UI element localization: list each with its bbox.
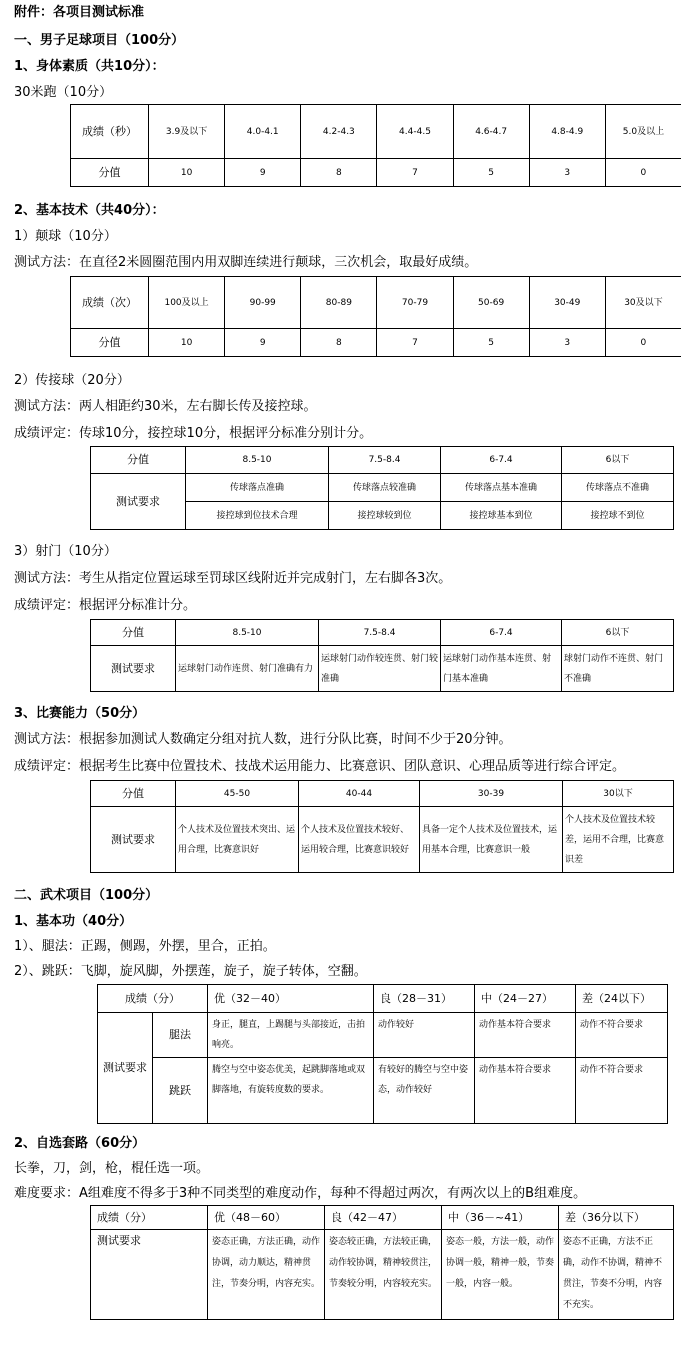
- table-cell: 个人技术及位置技术较好、运用较合理，比赛意识较好: [299, 807, 420, 873]
- section-heading-wushu: 二、武术项目（100分）: [14, 888, 159, 903]
- table-pass-receive: [90, 446, 674, 530]
- score-cell: 7: [377, 329, 453, 357]
- table-col-header: 7.5-8.4: [319, 620, 441, 646]
- table-cell: 腾空与空中姿态优美，起跳脚落地或双脚落地，有旋转度数的要求。: [208, 1058, 374, 1124]
- table-col-header: 40-44: [299, 781, 420, 807]
- routine-difficulty: 难度要求：A组难度不得多于3种不同类型的难度动作，每种不得超过两次，有两次以上的B组难度。: [14, 1186, 587, 1201]
- score-cell: 5: [453, 159, 529, 187]
- subsection-heading-routine: 2、自选套路（60分）: [14, 1136, 146, 1151]
- item-juggling: 1）颠球（10分）: [14, 229, 117, 244]
- requirement-label: 测试要求: [91, 646, 176, 692]
- table-routine: [90, 1205, 674, 1320]
- score-cell: 3: [529, 329, 605, 357]
- score-cell: 10: [149, 329, 225, 357]
- table-col-header: 良（28－31）: [374, 985, 475, 1013]
- table-fundamentals: [97, 984, 668, 1124]
- table-col-header: 6-7.4: [441, 447, 562, 474]
- page-title: 附件：各项目测试标准: [14, 5, 145, 20]
- table-head-cell: 成绩（秒）: [71, 105, 149, 159]
- table-cell: 姿态较正确，方法较正确，动作较协调，精神较贯注，节奏较分明，内容较充实。: [325, 1230, 442, 1320]
- table-cell: 具备一定个人技术及位置技术，运用基本合理，比赛意识一般: [420, 807, 563, 873]
- section-heading-football: 一、男子足球项目（100分）: [14, 33, 185, 48]
- score-cell: 8: [301, 159, 377, 187]
- table-cell: 运球射门动作基本连贯、射门基本准确: [441, 646, 562, 692]
- jump-techniques: 2）、跳跃：飞脚，旋风脚，外摆莲，旋子，旋子转体，空翻。: [14, 964, 367, 979]
- table-30m-run: [70, 104, 681, 187]
- table-col-header: 4.6-4.7: [453, 105, 529, 159]
- score-label: 分值: [71, 159, 149, 187]
- table-cell: 动作较好: [374, 1013, 475, 1058]
- score-cell: 9: [225, 159, 301, 187]
- table-head-cell: 成绩（次）: [71, 277, 149, 329]
- table-col-header: 6以下: [562, 447, 674, 474]
- subsection-heading-match: 3、比赛能力（50分）: [14, 706, 146, 721]
- score-label: 分值: [91, 447, 186, 474]
- table-col-header: 45-50: [176, 781, 299, 807]
- table-cell: 姿态正确，方法正确，动作协调，动力顺达，精神贯注，节奏分明，内容充实。: [208, 1230, 325, 1320]
- table-cell: 运球射门动作较连贯、射门较准确: [319, 646, 441, 692]
- table-col-header: 30-39: [420, 781, 563, 807]
- subsection-heading-fitness: 1、身体素质（共10分）：: [14, 59, 165, 74]
- leg-techniques: 1）、腿法：正踢，侧踢，外摆，里合，正拍。: [14, 939, 276, 954]
- table-match: [90, 780, 674, 873]
- subsection-heading-fundamentals: 1、基本功（40分）: [14, 914, 133, 929]
- table-col-header: 优（32－40）: [208, 985, 374, 1013]
- table-cell: 有较好的腾空与空中姿态，动作较好: [374, 1058, 475, 1124]
- table-col-header: 8.5-10: [186, 447, 329, 474]
- requirement-label: 测试要求: [98, 1013, 153, 1124]
- table-col-header: 30及以下: [605, 277, 681, 329]
- table-head-cell: 成绩（分）: [98, 985, 208, 1013]
- table-cell: 传球落点不准确: [562, 474, 674, 502]
- item-pass-receive: 2）传接球（20分）: [14, 373, 130, 388]
- juggling-method: 测试方法：在直径2米圆圈范围内用双脚连续进行颠球，三次机会，取最好成绩。: [14, 255, 478, 270]
- table-col-header: 30以下: [563, 781, 674, 807]
- match-method: 测试方法：根据参加测试人数确定分组对抗人数，进行分队比赛，时间不少于20分钟。: [14, 732, 512, 747]
- score-cell: 3: [529, 159, 605, 187]
- subsection-heading-basic-skill: 2、基本技术（共40分）：: [14, 203, 165, 218]
- table-shooting: [90, 619, 674, 692]
- table-col-header: 6-7.4: [441, 620, 562, 646]
- table-col-header: 70-79: [377, 277, 453, 329]
- table-cell: 接控球不到位: [562, 502, 674, 530]
- table-cell: 姿态不正确，方法不正确，动作不协调，精神不贯注，节奏不分明，内容不充实。: [559, 1230, 674, 1320]
- table-cell: 动作不符合要求: [576, 1058, 668, 1124]
- table-col-header: 100及以上: [149, 277, 225, 329]
- table-cell: 运球射门动作连贯、射门准确有力: [176, 646, 319, 692]
- score-cell: 0: [605, 329, 681, 357]
- table-cell: 个人技术及位置技术突出、运用合理，比赛意识好: [176, 807, 299, 873]
- table-cell: 接控球到位技术合理: [186, 502, 329, 530]
- table-col-header: 8.5-10: [176, 620, 319, 646]
- table-cell: 动作基本符合要求: [475, 1058, 576, 1124]
- table-col-header: 6以下: [562, 620, 674, 646]
- table-head-cell: 成绩（分）: [91, 1206, 208, 1230]
- table-cell: 个人技术及位置技术较差，运用不合理，比赛意识差: [563, 807, 674, 873]
- score-cell: 8: [301, 329, 377, 357]
- table-cell: 传球落点基本准确: [441, 474, 562, 502]
- table-col-header: 7.5-8.4: [329, 447, 441, 474]
- pass-method: 测试方法：两人相距约30米，左右脚长传及接控球。: [14, 399, 317, 414]
- item-shooting: 3）射门（10分）: [14, 544, 117, 559]
- table-col-header: 3.9及以下: [149, 105, 225, 159]
- table-col-header: 良（42－47）: [325, 1206, 442, 1230]
- table-cell: 接控球基本到位: [441, 502, 562, 530]
- table-col-header: 4.8-4.9: [529, 105, 605, 159]
- score-cell: 7: [377, 159, 453, 187]
- requirement-label: 测试要求: [91, 474, 186, 530]
- score-label: 分值: [91, 781, 176, 807]
- table-col-header: 4.4-4.5: [377, 105, 453, 159]
- jump-label: 跳跃: [153, 1058, 208, 1124]
- table-col-header: 5.0及以上: [605, 105, 681, 159]
- pass-eval: 成绩评定：传球10分，接控球10分，根据评分标准分别计分。: [14, 426, 373, 441]
- score-label: 分值: [71, 329, 149, 357]
- shooting-method: 测试方法：考生从指定位置运球至罚球区线附近并完成射门，左右脚各3次。: [14, 571, 452, 586]
- requirement-label: 测试要求: [91, 807, 176, 873]
- table-col-header: 中（36－~41）: [442, 1206, 559, 1230]
- table-col-header: 4.0-4.1: [225, 105, 301, 159]
- table-col-header: 30-49: [529, 277, 605, 329]
- table-col-header: 差（24以下）: [576, 985, 668, 1013]
- table-col-header: 90-99: [225, 277, 301, 329]
- table-col-header: 50-69: [453, 277, 529, 329]
- table-col-header: 80-89: [301, 277, 377, 329]
- table-col-header: 差（36分以下）: [559, 1206, 674, 1230]
- match-eval: 成绩评定：根据考生比赛中位置技术、技战术运用能力、比赛意识、团队意识、心理品质等进行综合评定。: [14, 759, 626, 774]
- table-col-header: 中（24－27）: [475, 985, 576, 1013]
- table-cell: 身正，腿直，上踢腿与头部接近，击拍响亮。: [208, 1013, 374, 1058]
- table-cell: 传球落点准确: [186, 474, 329, 502]
- score-label: 分值: [91, 620, 176, 646]
- score-cell: 9: [225, 329, 301, 357]
- table-juggling: [70, 276, 681, 357]
- table-cell: 传球落点较准确: [329, 474, 441, 502]
- score-cell: 5: [453, 329, 529, 357]
- requirement-label: 测试要求: [91, 1230, 208, 1320]
- table-cell: 接控球较到位: [329, 502, 441, 530]
- table-cell: 姿态一般，方法一般，动作协调一般，精神一般，节奏一般，内容一般。: [442, 1230, 559, 1320]
- shooting-eval: 成绩评定：根据评分标准计分。: [14, 598, 197, 613]
- table-col-header: 4.2-4.3: [301, 105, 377, 159]
- table-cell: 动作基本符合要求: [475, 1013, 576, 1058]
- table-col-header: 优（48－60）: [208, 1206, 325, 1230]
- score-cell: 10: [149, 159, 225, 187]
- score-cell: 0: [605, 159, 681, 187]
- table-cell: 球射门动作不连贯、射门不准确: [562, 646, 674, 692]
- item-30m-run: 30米跑（10分）: [14, 85, 113, 100]
- leg-label: 腿法: [153, 1013, 208, 1058]
- routine-desc: 长拳，刀，剑，枪，棍任选一项。: [14, 1161, 210, 1176]
- table-cell: 动作不符合要求: [576, 1013, 668, 1058]
